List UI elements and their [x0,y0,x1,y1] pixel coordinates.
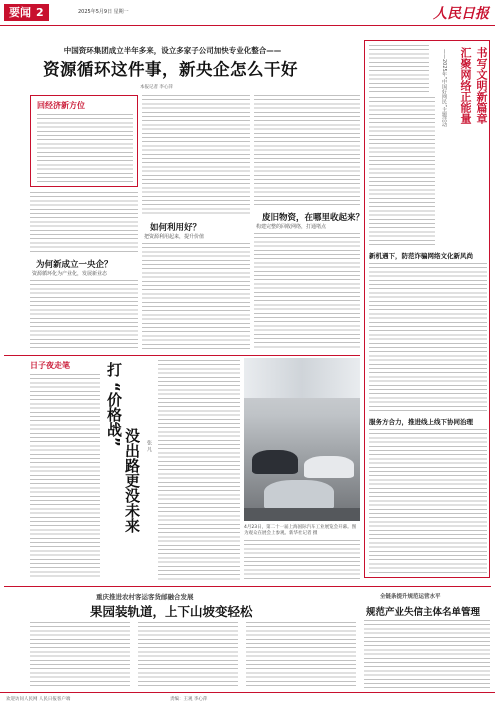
article-text-col3-top [254,95,360,207]
page-header [0,0,495,26]
bottom-kicker: 重庆推进农村客运客货邮融合发展 [96,593,194,601]
commentary-box [30,95,138,187]
right-headline-b: 书写文明新篇章 [475,47,488,124]
article-byline: 本报记者 李心萍 [140,85,173,90]
commentary-text-col2 [158,360,240,580]
section-badge [4,4,49,21]
auto-show-photo [244,358,360,521]
footer-right: 责编：王观 李心萍 [170,697,208,702]
section-label: 要闻 [9,6,31,19]
bottom-headline: 果园装轨道，上下山坡变轻松 [90,604,253,619]
right-deck: ——2025年“中国好网民”主题活动 [441,49,447,127]
page-footer [0,692,495,705]
car-shape [264,480,334,510]
commentary-headline-b: “价格战” [105,382,123,447]
section-divider [4,355,360,356]
car-shape [252,450,298,474]
subhead-3-deck: 构建完整的回收网络，打通堵点 [256,224,327,230]
bottom-right-kicker: 全链条提升规范运营水平 [380,594,441,600]
commentary-column-title: 日子夜走笔 [30,361,70,370]
right-subhead-1: 新机遇下，防范诈骗网络文化新风尚 [369,252,473,260]
footer-left: 欢迎访问人民网 人民日报客户端 [6,697,71,702]
right-text-top-left [369,45,429,93]
commentary-text-col1 [30,374,100,579]
car-shape [304,456,354,478]
bottom-text-col1 [30,622,130,688]
bottom-right-text [364,620,490,688]
bottom-text-col3 [246,622,356,688]
article-text-col2-top [142,95,250,217]
dateline: 2025年5月9日 星期一 [78,9,129,15]
right-text-mid [369,97,435,247]
photo-ceiling [244,358,360,398]
right-subhead-2: 服务方合力，推进线上线下协同治理 [369,418,473,426]
commentary-headline-a: 打 [105,362,123,377]
masthead-logo: 人民日报 [433,6,489,22]
right-text-lower [369,263,487,413]
subhead-1: 为何新成立一央企？ [36,260,113,270]
commentary-author: 张 凡 [146,440,152,452]
photo-text [244,540,360,580]
photo-floor [244,508,360,521]
article-headline: 资源循环这件事，新央企怎么干好 [43,60,298,79]
bottom-divider [4,586,491,587]
commentary-headline-c: 没出路更没未来 [123,428,141,533]
bottom-text-col2 [138,622,238,688]
right-feature-box [364,40,490,578]
photo-caption: 4月23日，第二十一届上海国际汽车工业展览会开幕。图为观众在展会上参观。新华社记者 摄 [244,525,357,536]
right-text-bottom [369,429,487,574]
article-kicker: 中国资环集团成立半年多来，设立多家子公司加快专业化整合—— [63,46,282,55]
page-number: 2 [36,6,44,19]
right-headline-a: 汇聚网络正能量 [459,47,472,124]
box-text [37,114,133,182]
subhead-1-deck: 资源循环化为产业化，发展新业态 [32,271,108,277]
article-text-col1-top [30,192,138,254]
article-text-col3-bottom [254,233,360,350]
subhead-2-deck: 把资源利用起来，提升价值 [144,234,205,240]
article-text-col2-bottom [142,243,250,350]
subhead-2: 如何利用好？ [150,223,202,233]
bottom-right-headline: 规范产业失信主体名单管理 [366,607,481,618]
box-title: 回经济新方位 [37,101,85,110]
subhead-3: 废旧物资，在哪里收起来？ [262,213,365,223]
article-text-col1-bottom [30,280,138,350]
